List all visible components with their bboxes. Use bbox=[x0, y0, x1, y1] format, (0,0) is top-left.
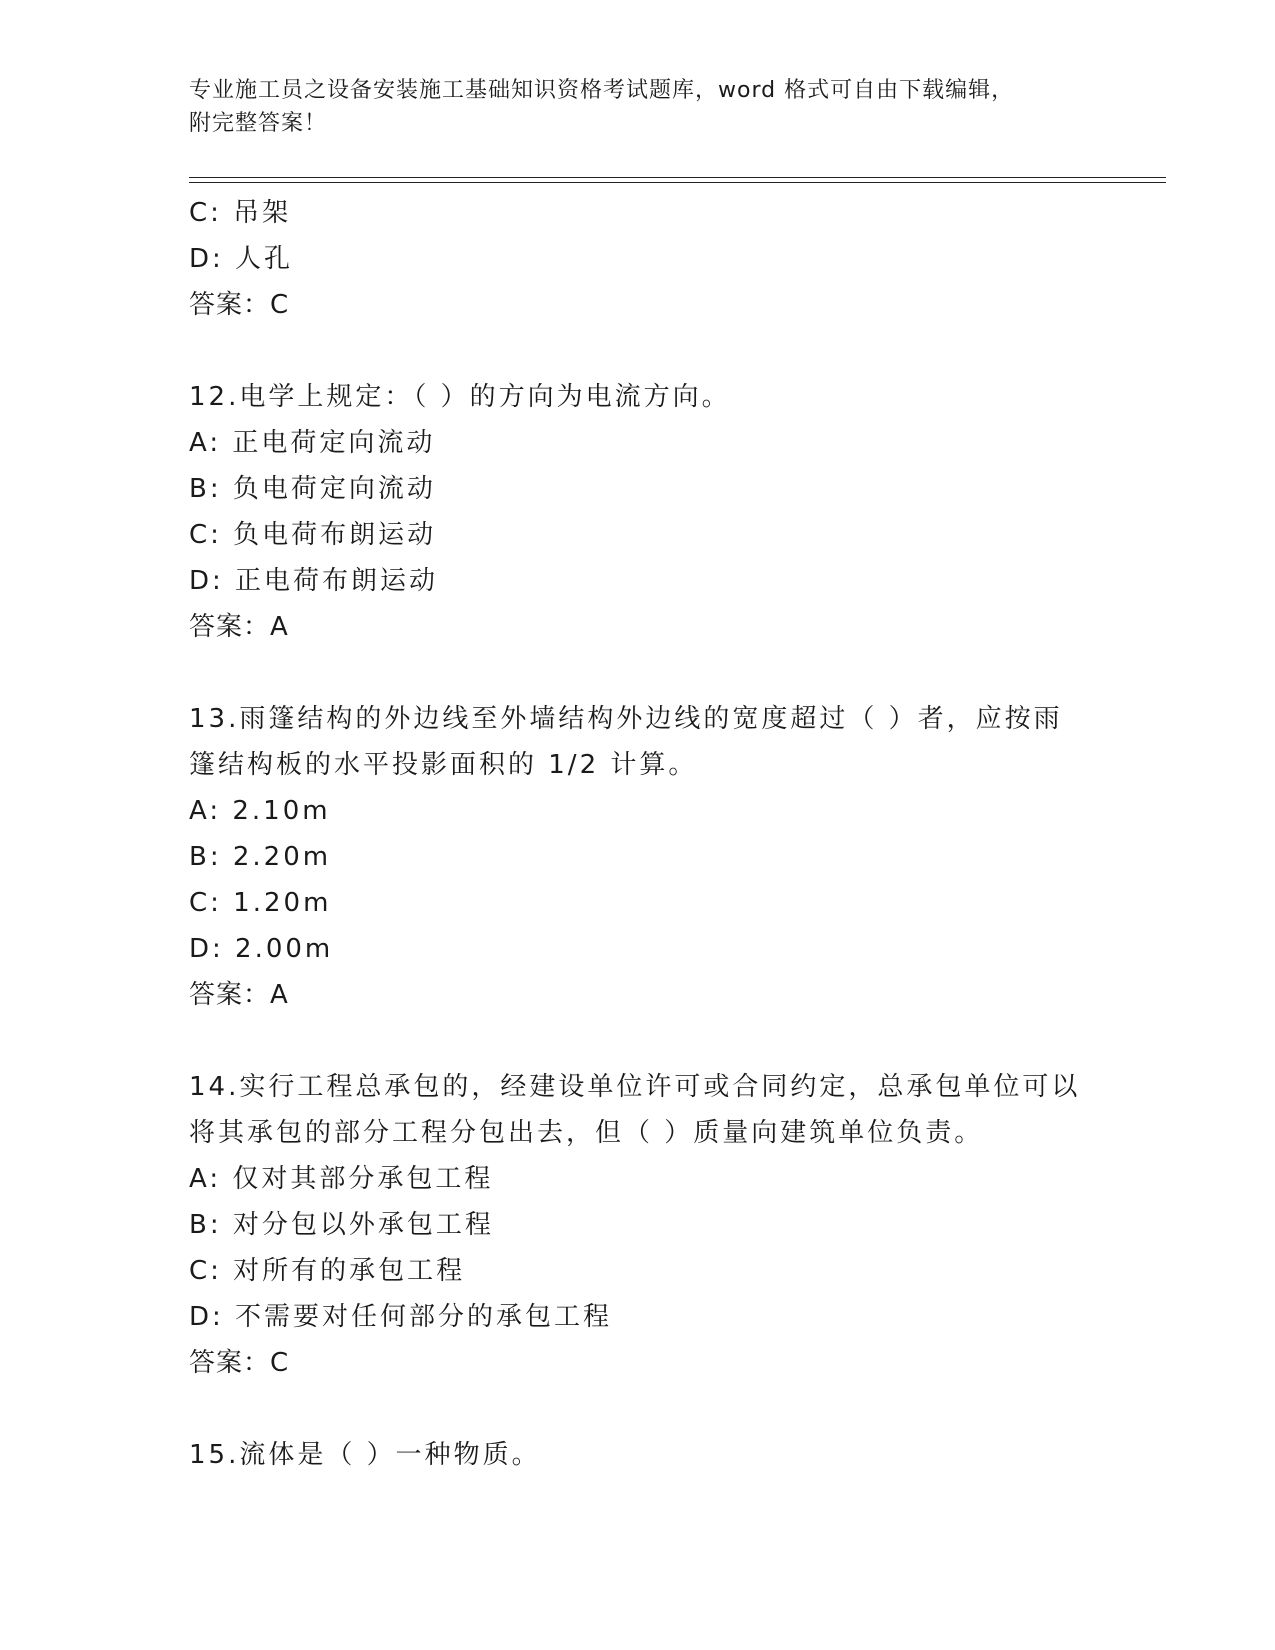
document-header bbox=[189, 74, 1089, 140]
spacer bbox=[189, 328, 1089, 374]
option-a: A: 正电荷定向流动 bbox=[189, 428, 436, 458]
question-stem-line-2: 篷结构板的水平投影面积的 1/2 计算。 bbox=[189, 750, 698, 780]
question-stem: 12.电学上规定：（ ）的方向为电流方向。 bbox=[189, 382, 731, 412]
option-b: B: 对分包以外承包工程 bbox=[189, 1210, 494, 1240]
question-stem-line-2: 将其承包的部分工程分包出去，但（ ）质量向建筑单位负责。 bbox=[189, 1118, 984, 1148]
question-list bbox=[189, 190, 1089, 1478]
spacer bbox=[189, 1386, 1089, 1432]
spacer bbox=[189, 650, 1089, 696]
question-stem-line-1: 14.实行工程总承包的，经建设单位许可或合同约定，总承包单位可以 bbox=[189, 1072, 1081, 1102]
option-b: B: 2.20m bbox=[189, 842, 332, 872]
spacer bbox=[189, 1018, 1089, 1064]
question-block-13 bbox=[189, 696, 1089, 1018]
answer-line: 答案：C bbox=[189, 290, 290, 320]
header-rule-top bbox=[189, 177, 1166, 178]
option-d: D: 不需要对任何部分的承包工程 bbox=[189, 1302, 613, 1332]
question-block-12 bbox=[189, 374, 1089, 650]
header-line-1: 专业施工员之设备安装施工基础知识资格考试题库，word 格式可自由下载编辑， bbox=[189, 78, 1015, 103]
header-rule-bottom bbox=[189, 182, 1166, 183]
answer-line: 答案：A bbox=[189, 980, 289, 1010]
option-d: D: 2.00m bbox=[189, 934, 334, 964]
option-a: A: 2.10m bbox=[189, 796, 331, 826]
question-block-15 bbox=[189, 1432, 1089, 1478]
option-c: C: 1.20m bbox=[189, 888, 332, 918]
option-d: D: 人孔 bbox=[189, 244, 294, 274]
answer-line: 答案：C bbox=[189, 1348, 290, 1378]
option-c: C: 吊架 bbox=[189, 198, 292, 228]
option-d: D: 正电荷布朗运动 bbox=[189, 566, 439, 596]
option-b: B: 负电荷定向流动 bbox=[189, 474, 436, 504]
answer-line: 答案：A bbox=[189, 612, 289, 642]
option-c: C: 负电荷布朗运动 bbox=[189, 520, 437, 550]
question-stem: 15.流体是（ ）一种物质。 bbox=[189, 1440, 541, 1470]
question-block-14 bbox=[189, 1064, 1089, 1386]
question-block-prev bbox=[189, 190, 1089, 328]
option-c: C: 对所有的承包工程 bbox=[189, 1256, 466, 1286]
header-line-2: 附完整答案！ bbox=[189, 111, 328, 136]
option-a: A: 仅对其部分承包工程 bbox=[189, 1164, 494, 1194]
question-stem-line-1: 13.雨篷结构的外边线至外墙结构外边线的宽度超过（ ）者，应按雨 bbox=[189, 704, 1063, 734]
